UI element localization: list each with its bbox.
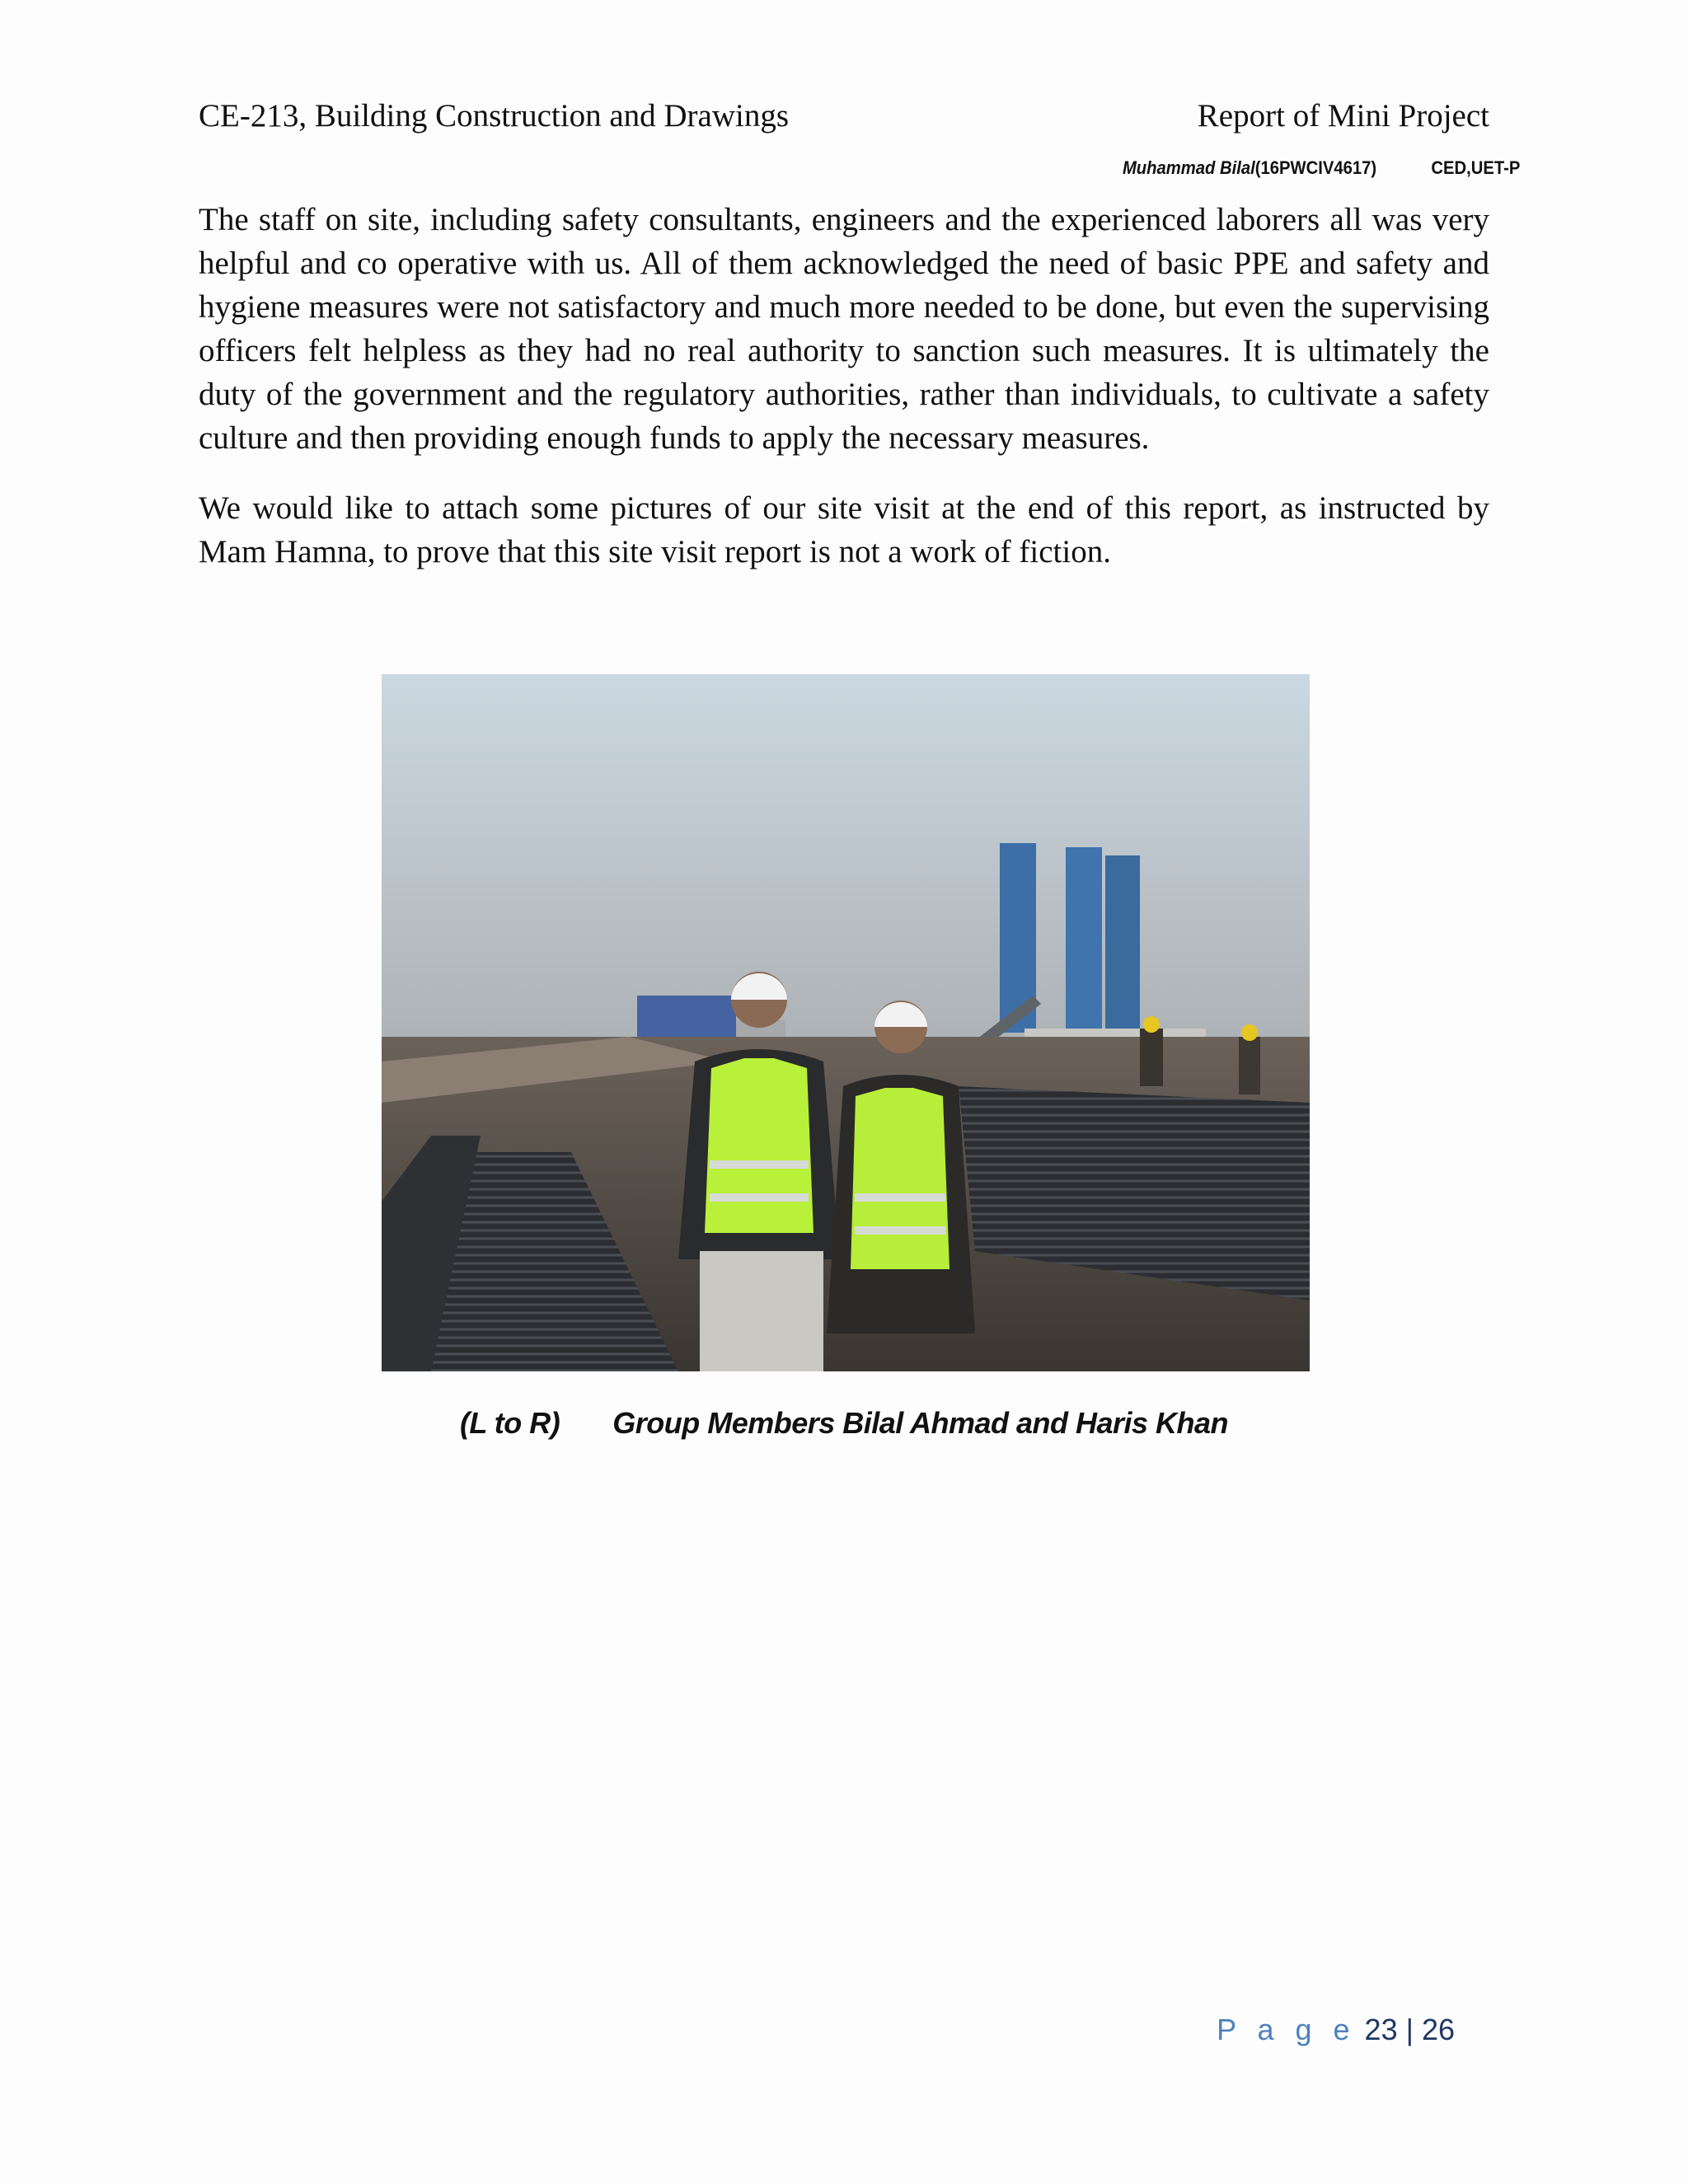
site-visit-photo [382, 674, 1310, 1371]
body-text [199, 198, 1489, 600]
figure-caption [0, 1406, 1688, 1441]
total-pages: 26 [1421, 2013, 1455, 2046]
author-line [1123, 157, 1520, 179]
caption-prefix: (L to R) [459, 1406, 560, 1440]
paragraph: We would like to attach some pictures of our site visit at the end of this report, as instructed by Mam Hamna, to prove that this site visit report is not a work of fiction. [199, 490, 1489, 569]
page-number: 23 [1364, 2013, 1398, 2046]
author-id: (16PWCIV4617) [1254, 157, 1376, 178]
page-label: P a g e [1217, 2013, 1357, 2046]
affiliation: CED,UET-P [1431, 157, 1520, 178]
author-name: Muhammad Bilal [1122, 157, 1255, 178]
page-separator: | [1405, 2013, 1414, 2046]
caption-text: Group Members Bilal Ahmad and Haris Khan [612, 1406, 1229, 1440]
header-course: CE-213, Building Construction and Drawings [199, 98, 790, 134]
page-footer [1217, 2013, 1455, 2047]
header-report-title: Report of Mini Project [1197, 98, 1489, 134]
site-photo-illustration [382, 674, 1310, 1371]
paragraph: The staff on site, including safety consultants, engineers and the experienced laborers all was very helpful and co operative with us. All of them acknowledged the need of basic PPE and safety and hygiene measures were not satisfactory and much more needed to be done, but even the supervising officers felt helpless as they had no real authority to sanction such measures. It is ultimately the duty of the government and the regulatory authorities, rather than individuals, to cultivate a safety culture and then providing enough funds to apply the necessary measures. [199, 202, 1489, 456]
